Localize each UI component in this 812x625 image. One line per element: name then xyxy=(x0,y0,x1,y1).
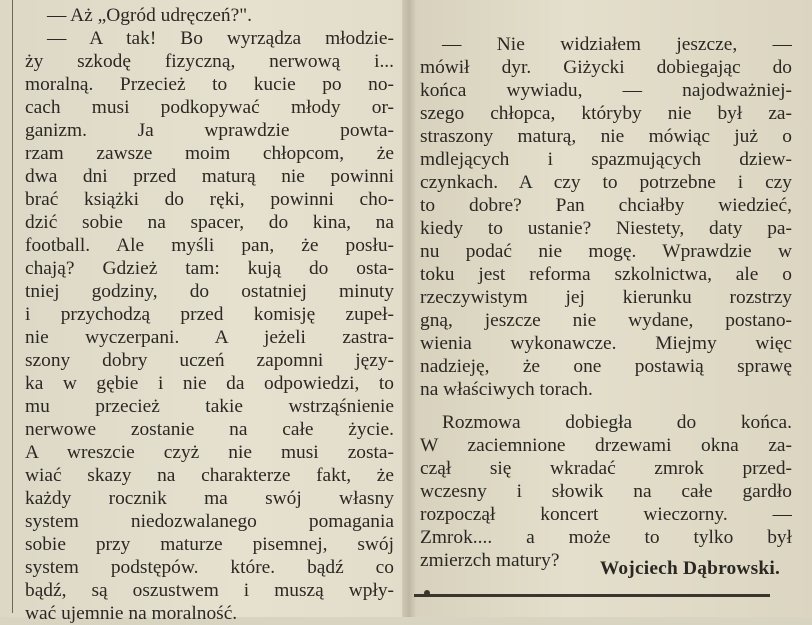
left-column xyxy=(12,0,394,624)
text-line: brać książki do ręki, powinni cho- xyxy=(25,189,394,210)
text-line: ka w gębie i nie da odpowiedzi, to xyxy=(25,373,394,394)
text-line: nerwowe zostanie na całe życie. xyxy=(25,419,394,440)
text-line: moralną. Przecież to kucie po no- xyxy=(25,74,394,95)
text-line: każdy rocznik ma swój własny xyxy=(25,488,394,509)
text-line: W zaciemnione drzewami okna za- xyxy=(420,435,792,456)
text-line: nie wyczerpani. A jeżeli zastra- xyxy=(25,327,394,348)
text-line: rzeczywistym jej kierunku rozstrzy xyxy=(420,287,792,308)
text-line: — Nie widziałem jeszcze, — xyxy=(442,34,792,55)
text-line: mówił dyr. Giżycki dobiegając do xyxy=(420,57,792,78)
text-line: bądź, są oszustwem i muszą wpły- xyxy=(25,580,394,601)
text-line: gną, jeszcze nie wydane, postano- xyxy=(420,310,792,331)
text-line: — A tak! Bo wyrządza młodzie- xyxy=(47,28,394,49)
text-line: wienia wykonawcze. Miejmy więc xyxy=(420,333,792,354)
text-line: szony dobry uczeń zapomni języ- xyxy=(25,350,394,371)
text-line: to dobre? Pan chciałby wiedzieć, xyxy=(420,195,792,216)
text-line: nu podać nie mogę. Wprawdzie w xyxy=(420,241,792,262)
text-line: tniej godziny, do ostatniej minuty xyxy=(25,281,394,302)
text-line: nadzieję, że one postawią sprawę xyxy=(420,356,792,377)
text-line: szego chłopca, któryby nie był za- xyxy=(420,103,792,124)
paragraph-closing xyxy=(420,411,792,572)
text-line: wiać skazy na charakterze fakt, że xyxy=(25,465,394,486)
text-line: toku jest reforma szkolnictwa, ale o xyxy=(420,264,792,285)
text-line: kiedy to ustanie? Niestety, daty pa- xyxy=(420,218,792,239)
text-line: straszony maturą, nie mówiąc już o xyxy=(420,126,792,147)
text-line: mdlejących i spazmujących dziew- xyxy=(420,149,792,170)
text-line: mu przecież takie wstrząśnienie xyxy=(25,396,394,417)
right-column xyxy=(420,0,792,572)
text-line: Zmrok.... a może to tylko był xyxy=(420,527,792,548)
text-line: dwa dni przed maturą nie powinni xyxy=(25,166,394,187)
end-rule xyxy=(414,594,770,597)
text-line: czął się wkradać zmrok przed- xyxy=(420,458,792,479)
text-line: ży szkodę fizyczną, nerwową i... xyxy=(25,51,394,72)
text-line: — Aż „Ogród udręczeń?". xyxy=(47,5,252,26)
text-line: system niedozwalanego pomagania xyxy=(25,511,394,532)
text-line: chają? Gdzież tam: kują do osta- xyxy=(25,258,394,279)
text-line: końca wywiadu, — najodważniej- xyxy=(420,80,792,101)
text-line: ganizm. Ja wprawdzie powta- xyxy=(25,120,394,141)
text-line: na właściwych torach. xyxy=(420,379,593,400)
column-gutter xyxy=(402,0,416,617)
paragraph-gap xyxy=(420,401,792,411)
text-line: rozpoczął koncert wieczorny. — xyxy=(420,504,792,525)
text-line: cach musi podkopywać młody or- xyxy=(25,97,394,118)
text-line: dzić sobie na spacer, do kina, na xyxy=(25,212,394,233)
text-line: A wreszcie czyż nie musi zosta- xyxy=(25,442,394,463)
text-line: rzam zawsze moim chłopcom, że xyxy=(25,143,394,164)
text-line: system podstępów. które. bądź co xyxy=(25,557,394,578)
author-signature: Wojciech Dąbrowski. xyxy=(599,558,780,579)
paragraph-interview-end xyxy=(420,33,792,401)
text-line: sobie przy maturze pisemnej, swój xyxy=(25,534,394,555)
text-line: Rozmowa dobiegła do końca. xyxy=(442,412,792,433)
end-rule-ornament xyxy=(424,590,430,596)
text-line: football. Ale myśli pan, że posłu- xyxy=(25,235,394,256)
text-line: wczesny i słowik na całe gardło xyxy=(420,481,792,502)
text-line: czynkach. A czy to potrzebne i czy xyxy=(420,172,792,193)
text-line: wać ujemnie na moralność. xyxy=(25,603,238,624)
text-line: zmierzch matury? xyxy=(420,550,560,571)
text-line: i przychodzą przed komisję zupeł- xyxy=(25,304,394,325)
